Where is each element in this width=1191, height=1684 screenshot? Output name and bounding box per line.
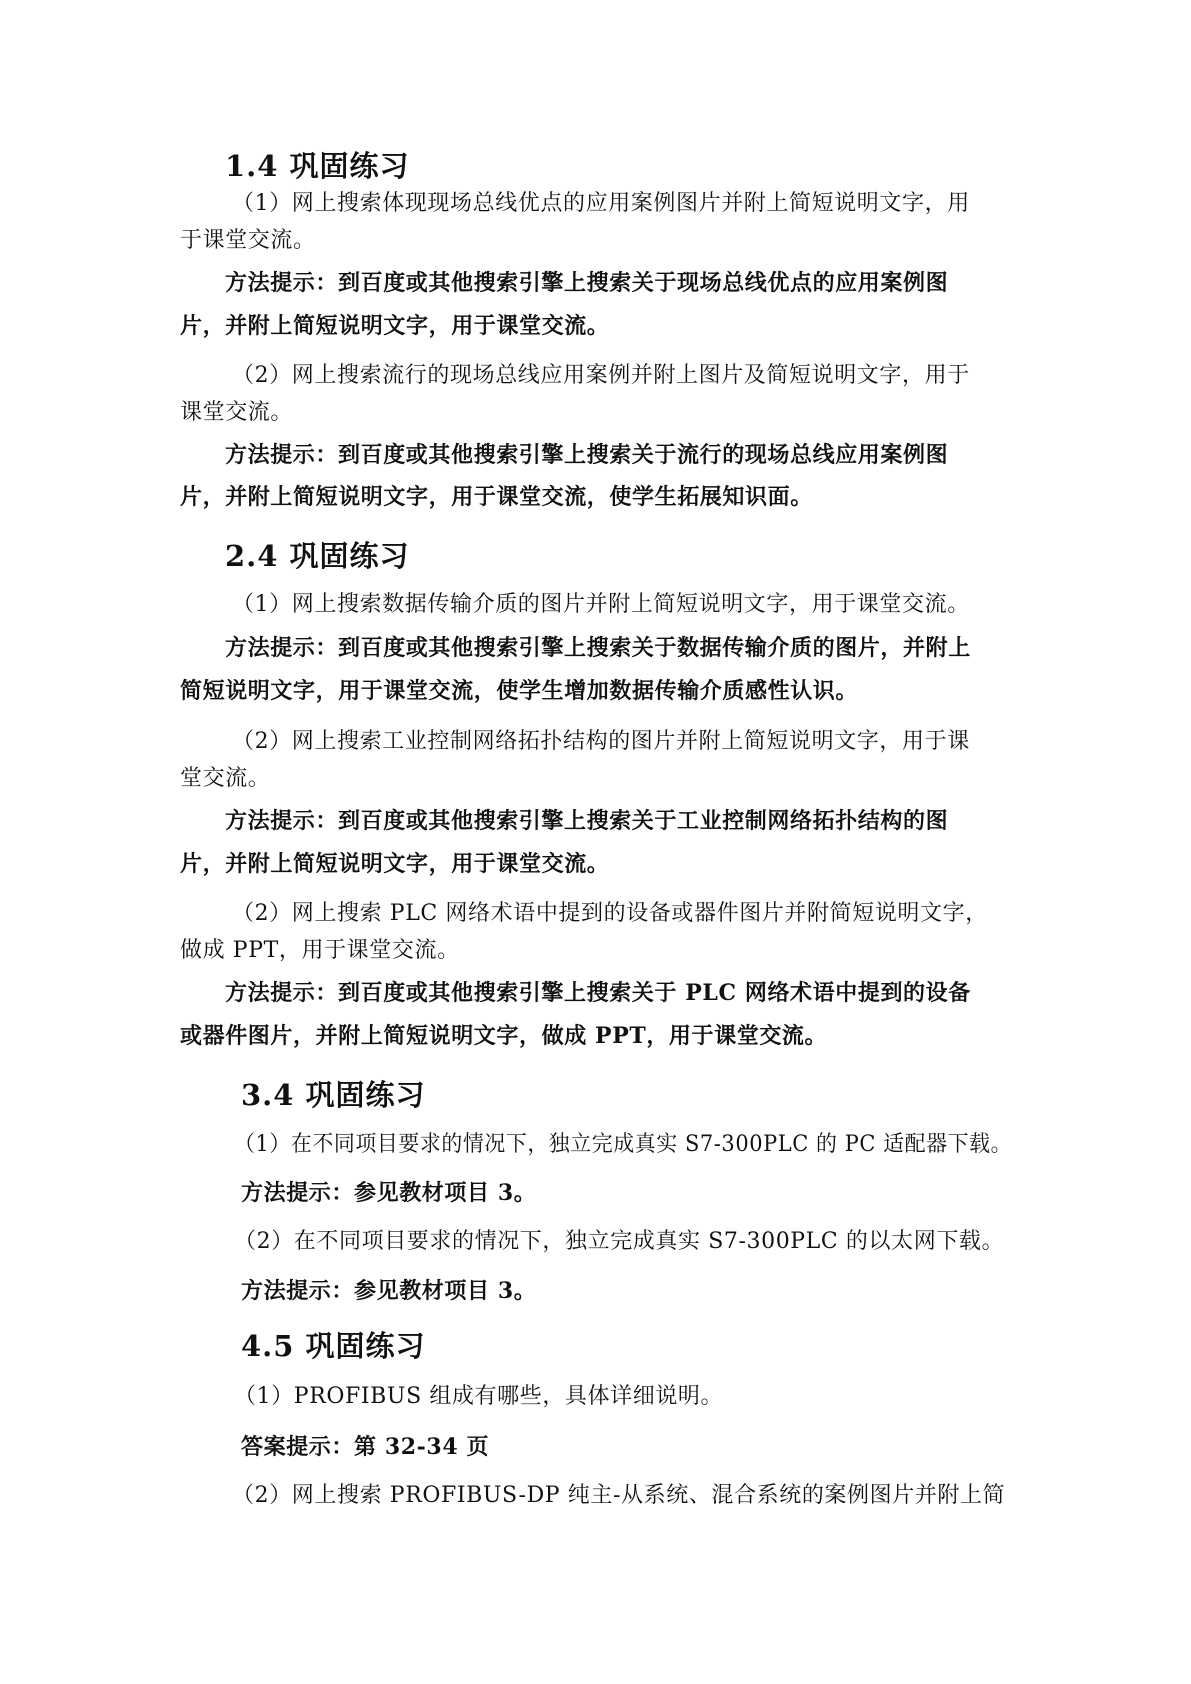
question-text: 课堂交流。: [180, 400, 294, 425]
method-hint: 方法提示：到百度或其他搜索引擎上搜索关于流行的现场总线应用案例图: [225, 442, 949, 468]
question-text: （2）在不同项目要求的情况下，独立完成真实 S7-300PLC 的以太网下载。: [234, 1229, 1005, 1254]
question-text: （1）PROFIBUS 组成有哪些，具体详细说明。: [234, 1384, 724, 1409]
section-heading: 2.4 巩固练习: [225, 539, 410, 573]
question-text: （2）网上搜索流行的现场总线应用案例并附上图片及简短说明文字，用于: [232, 363, 970, 388]
answer-hint: 答案提示：第 32-34 页: [241, 1434, 490, 1460]
method-hint: 方法提示：到百度或其他搜索引擎上搜索关于工业控制网络拓扑结构的图: [225, 808, 949, 834]
method-hint: 片，并附上简短说明文字，用于课堂交流。: [180, 851, 610, 877]
question-text: （2）网上搜索 PLC 网络术语中提到的设备或器件图片并附简短说明文字，: [232, 901, 988, 926]
question-text: 堂交流。: [180, 766, 271, 791]
question-text: （1）网上搜索数据传输介质的图片并附上简短说明文字，用于课堂交流。: [232, 592, 970, 617]
method-hint: 方法提示：参见教材项目 3。: [241, 1278, 537, 1304]
question-text: （2）网上搜索 PROFIBUS-DP 纯主-从系统、混合系统的案例图片并附上简: [232, 1483, 1006, 1508]
section-heading: 3.4 巩固练习: [241, 1078, 426, 1112]
method-hint: 方法提示：到百度或其他搜索引擎上搜索关于 PLC 网络术语中提到的设备: [225, 980, 971, 1006]
question-text: （1）网上搜索体现现场总线优点的应用案例图片并附上简短说明文字，用: [232, 191, 970, 216]
method-hint: 片，并附上简短说明文字，用于课堂交流，使学生拓展知识面。: [180, 484, 813, 510]
method-hint: 片，并附上简短说明文字，用于课堂交流。: [180, 313, 610, 339]
method-hint: 方法提示：到百度或其他搜索引擎上搜索关于数据传输介质的图片，并附上: [225, 635, 971, 661]
method-hint: 或器件图片，并附上简短说明文字，做成 PPT，用于课堂交流。: [180, 1023, 828, 1049]
question-text: （1）在不同项目要求的情况下，独立完成真实 S7-300PLC 的 PC 适配器下载。: [234, 1132, 1013, 1157]
section-heading: 4.5 巩固练习: [241, 1329, 426, 1363]
section-heading: 1.4 巩固练习: [225, 149, 410, 183]
method-hint: 方法提示：到百度或其他搜索引擎上搜索关于现场总线优点的应用案例图: [225, 270, 949, 296]
question-text: 于课堂交流。: [180, 228, 316, 253]
method-hint: 简短说明文字，用于课堂交流，使学生增加数据传输介质感性认识。: [180, 678, 859, 704]
method-hint: 方法提示：参见教材项目 3。: [241, 1180, 537, 1206]
question-text: （2）网上搜索工业控制网络拓扑结构的图片并附上简短说明文字，用于课: [232, 729, 970, 754]
question-text: 做成 PPT，用于课堂交流。: [180, 938, 460, 963]
